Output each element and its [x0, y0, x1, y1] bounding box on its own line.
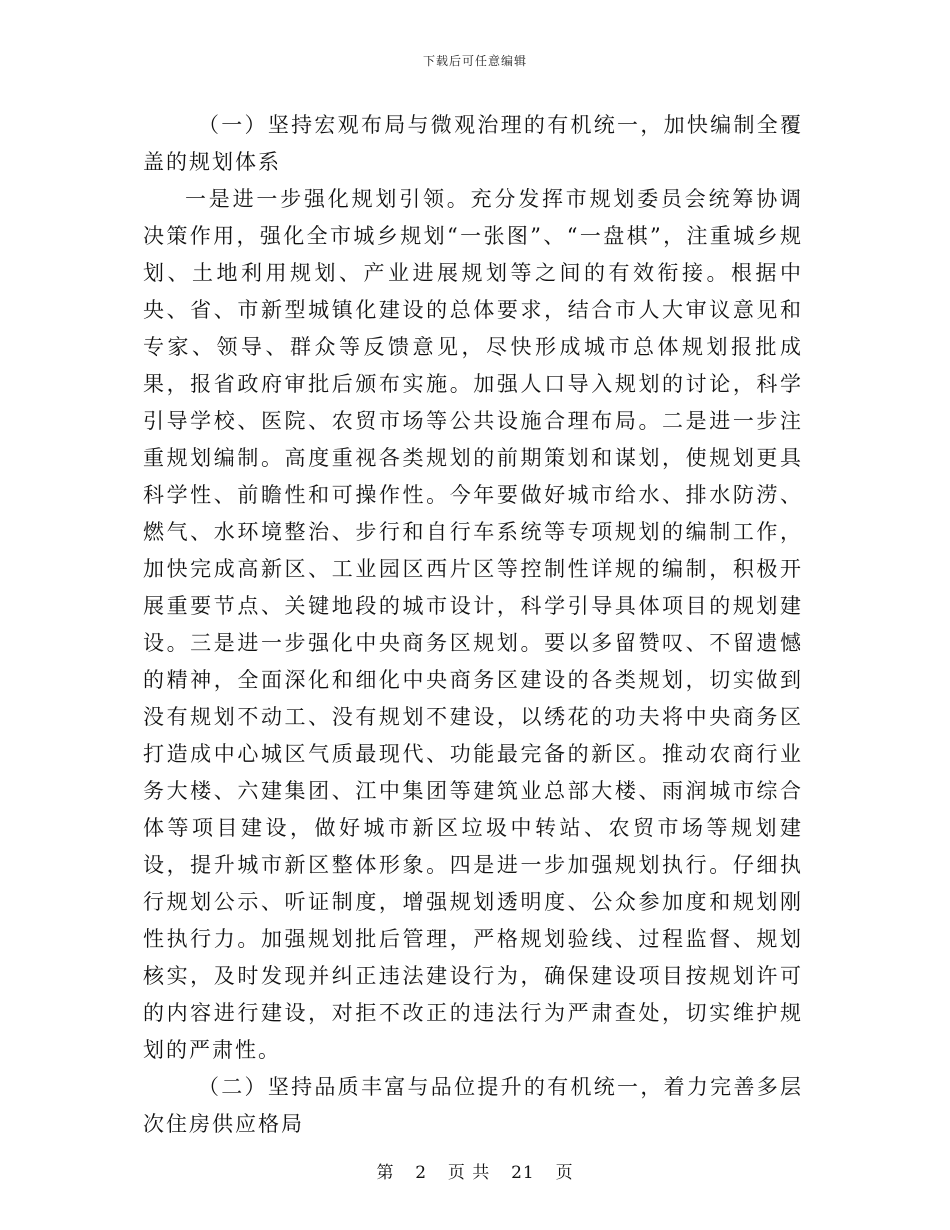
header-note: 下载后可任意编辑	[422, 54, 527, 68]
body-paragraph-1: 一是进一步强化规划引领。充分发挥市规划委员会统筹协调决策作用，强化全市城乡规划“一张图”、“一盘棋”，注重城乡规划、土地利用规划、产业进展规划等之间的有效衔接。根据中央、省、市新型城镇化建设的总体要求，结合市人大审议意见和专家、领导、群众等反馈意见，尽快形成城市总体规划报批成果，报省政府审批后颁布实施。加强人口导入规划的讨论，科学引导学校、医院、农贸市场等公共设施合理布局。二是进一步注重规划编制。高度重视各类规划的前期策划和谋划，使规划更具科学性、前瞻性和可操作性。今年要做好城市给水、排水防涝、燃气、水环境整治、步行和自行车系统等专项规划的编制工作，加快完成高新区、工业园区西片区等控制性详规的编制，积极开展重要节点、关键地段的城市设计，科学引导具体项目的规划建设。三是进一步强化中央商务区规划。要以多留赞叹、不留遗憾的精神，全面深化和细化中央商务区建设的各类规划，切实做到没有规划不动工、没有规划不建设，以绣花的功夫将中央商务区打造成中心城区气质最现代、功能最完备的新区。推动农商行业务大楼、六建集团、江中集团等建筑业总部大楼、雨润城市综合体等项目建设，做好城市新区垃圾中转站、农贸市场等规划建设，提升城市新区整体形象。四是进一步加强规划执行。仔细执行规划公示、听证制度，增强规划透明度、公众参加度和规划刚性执行力。加强规划批后管理，严格规划验线、过程监督、规划核实，及时发现并纠正违法建设行为，确保建设项目按规划许可的内容进行建设，对拒不改正的违法行为严肃查处，切实维护规划的严肃性。	[143, 187, 803, 1062]
footer-suffix: 页	[555, 1163, 574, 1183]
section-heading-1: （一）坚持宏观布局与微观治理的有机统一，加快编制全覆盖的规划体系	[143, 113, 803, 174]
footer-total-pages: 21	[511, 1163, 535, 1183]
page-footer	[0, 1158, 950, 1183]
section-heading-2: （二）坚持品质丰富与品位提升的有机统一，着力完善多层次住房供应格局	[143, 1075, 803, 1136]
footer-prefix: 第	[376, 1163, 395, 1183]
footer-middle: 页 共	[447, 1163, 491, 1183]
document-body	[143, 107, 803, 1143]
footer-page-number: 2	[415, 1163, 428, 1183]
